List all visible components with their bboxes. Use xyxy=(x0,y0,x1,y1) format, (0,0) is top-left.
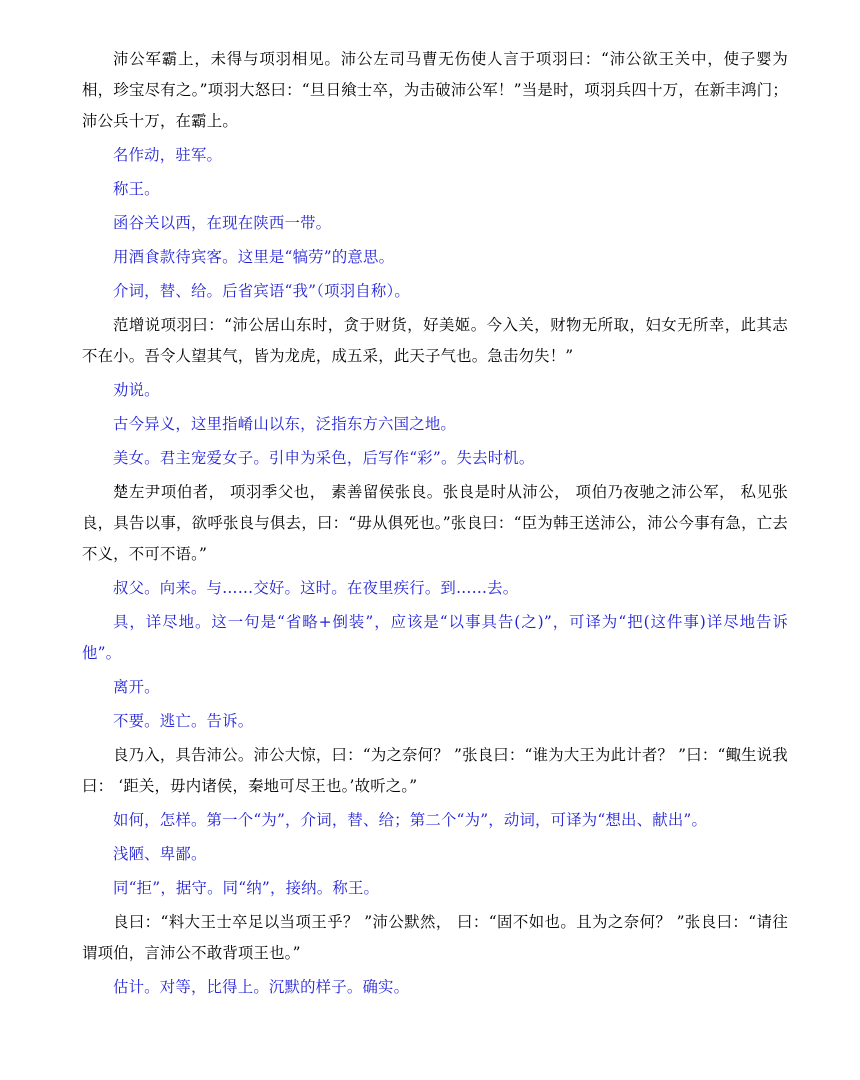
text-paragraph: 良曰：“料大王士卒足以当项王乎？ ”沛公默然， 曰：“固不如也。且为之奈何？ ”张良曰：“请往谓项伯，言沛公不敢背项王也。” xyxy=(82,913,788,962)
annotation-line: 古今异义，这里指崤山以东，泛指东方六国之地。 xyxy=(113,415,456,433)
annotation-line: 美女。君主宠爱女子。引申为采色，后写作“彩”。失去时机。 xyxy=(113,449,535,467)
annotation-line: 离开。 xyxy=(113,678,160,696)
document-page xyxy=(82,44,788,1003)
text-paragraph: 楚左尹项伯者， 项羽季父也， 素善留侯张良。张良是时从沛公， 项伯乃夜驰之沛公军， 私见张良，具告以事，欲呼张良与俱去，曰：“毋从俱死也。”张良曰：“臣为韩王送沛公，沛公今事有急，亡去不义，不可不语。” xyxy=(82,483,788,563)
text-paragraph: 良乃入，具告沛公。沛公大惊，曰：“为之奈何？ ”张良曰：“谁为大王为此计者？ ”曰：“鲰生说我曰： ‘距关，毋内诸侯，秦地可尽王也。’故听之。” xyxy=(82,746,788,795)
annotation-line: 如何，怎样。第一个“为”，介词，替、给；第二个“为”，动词，可译为“想出、献出”。 xyxy=(113,811,708,829)
annotation-line: 叔父。向来。与……交好。这时。在夜里疾行。到……去。 xyxy=(113,579,519,597)
annotation-line: 同“拒”，据守。同“纳”，接纳。称王。 xyxy=(113,879,380,897)
text-paragraph: 沛公军霸上，未得与项羽相见。沛公左司马曹无伤使人言于项羽曰：“沛公欲王关中，使子婴为相，珍宝尽有之。”项羽大怒曰：“旦日飨士卒，为击破沛公军！”当是时，项羽兵四十万，在新丰鸿门；沛公兵十万，在霸上。 xyxy=(82,50,788,130)
annotation-line: 名作动，驻军。 xyxy=(113,146,223,164)
annotation-line: 介词，替、给。后省宾语“我”（项羽自称）。 xyxy=(113,282,410,300)
annotation-line: 具，详尽地。这一句是“省略+倒装”，应该是“以事具告(之)”，可译为“把(这件事)详尽地告诉他”。 xyxy=(82,613,788,662)
annotation-line: 浅陋、卑鄙。 xyxy=(113,845,207,863)
annotation-line: 劝说。 xyxy=(113,381,160,399)
annotation-line: 估计。对等，比得上。沉默的样子。确实。 xyxy=(113,978,410,996)
annotation-line: 用酒食款待宾客。这里是“犒劳”的意思。 xyxy=(113,248,395,266)
annotation-line: 函谷关以西，在现在陕西一带。 xyxy=(113,214,332,232)
text-paragraph: 范增说项羽曰：“沛公居山东时，贪于财货，好美姬。今入关，财物无所取，妇女无所幸，此其志不在小。吾令人望其气，皆为龙虎，成五采，此天子气也。急击勿失！” xyxy=(82,316,788,365)
annotation-line: 不要。逃亡。告诉。 xyxy=(113,712,254,730)
annotation-line: 称王。 xyxy=(113,180,160,198)
